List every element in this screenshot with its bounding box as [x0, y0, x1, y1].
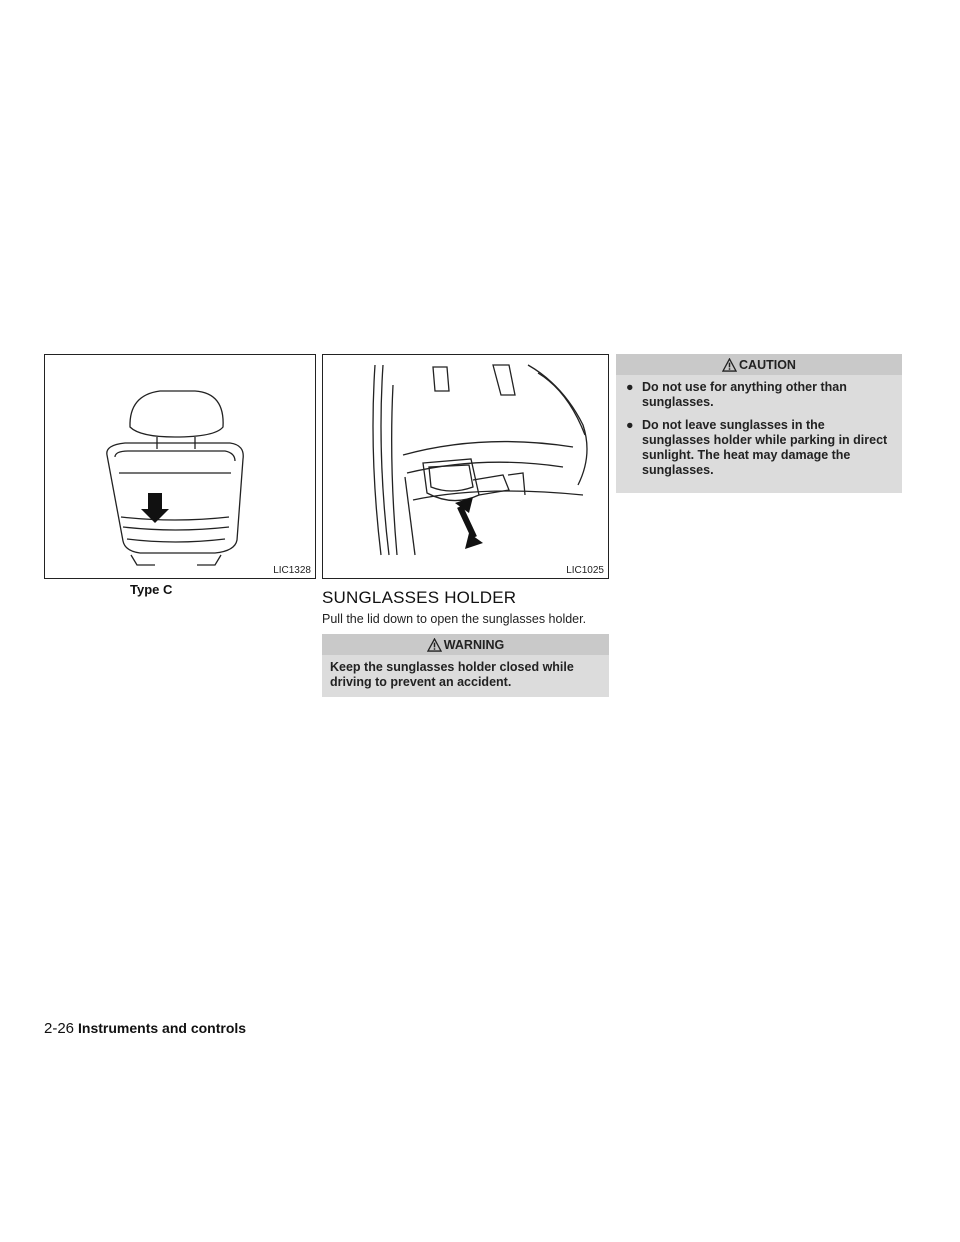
caution-icon	[722, 358, 737, 372]
caution-header	[616, 354, 902, 375]
warning-text: Keep the sunglasses holder closed while driving to prevent an accident.	[330, 660, 574, 689]
warning-box	[322, 634, 609, 697]
figure-caption: Type C	[130, 582, 173, 597]
figure-seat-back-pocket	[44, 354, 316, 579]
figure-code: LIC1025	[566, 565, 604, 576]
warning-header	[322, 634, 609, 655]
bullet-icon: ●	[626, 418, 634, 432]
list-item: ● Do not leave sunglasses in the sunglasses holder while parking in direct sunlight. The heat may damage the sunglasses.	[626, 418, 888, 477]
caution-heading: CAUTION	[739, 357, 796, 372]
warning-icon	[427, 638, 442, 652]
bullet-icon: ●	[626, 380, 634, 394]
caution-body	[616, 375, 902, 493]
caution-box	[616, 354, 902, 493]
seat-back-illustration	[45, 355, 316, 579]
page-footer	[44, 1020, 246, 1037]
caution-list	[624, 380, 894, 478]
section-title: SUNGLASSES HOLDER	[322, 588, 517, 607]
figure-code: LIC1328	[273, 565, 311, 576]
warning-heading: WARNING	[443, 637, 505, 652]
figure-sunglasses-holder	[322, 354, 609, 579]
chapter-title: Instruments and controls	[78, 1020, 247, 1036]
page-number: 2-26	[44, 1020, 75, 1037]
section-body: Pull the lid down to open the sunglasses holder.	[322, 612, 587, 626]
sunglasses-holder-illustration	[323, 355, 609, 579]
list-item: ● Do not use for anything other than sunglasses.	[626, 380, 847, 409]
